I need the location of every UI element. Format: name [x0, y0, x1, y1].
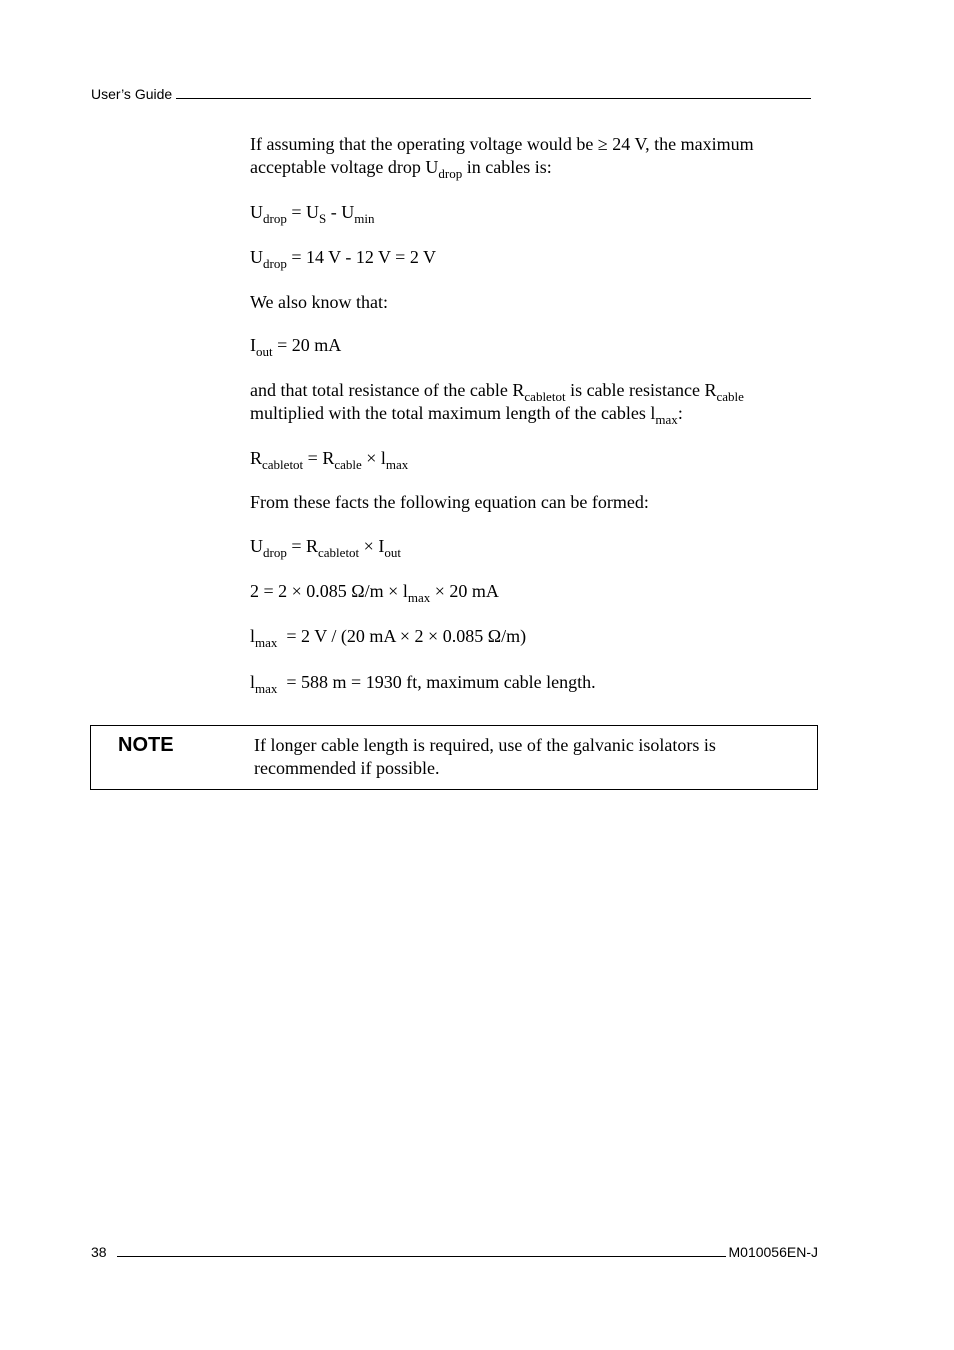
equation-lmax-formula: $l_{max} = 2$ V / (20 mA × 2 × 0.085 Ω/m) [250, 626, 527, 650]
header-title: User’s Guide [91, 86, 173, 102]
intro-paragraph: If assuming that the operating voltage would be ≥ 24 V, the maximum acceptable voltage drop $U_{drop}$ in cables is: [250, 134, 754, 181]
equation-iout: $I_{out} = 20$ mA [250, 335, 342, 359]
equation-substituted: 2 = 2 × 0.085 $\Omega/m \times l_{max} \times 20$ mA [250, 581, 499, 605]
page-header [91, 86, 811, 102]
note-label: NOTE [118, 734, 174, 756]
document-id: M010056EN-J [728, 1244, 818, 1260]
equation-lmax-result: $l_{max} = 588$ m = 1930 ft, maximum cable length. [250, 672, 596, 696]
main-content [250, 133, 810, 694]
page-footer [91, 1244, 818, 1260]
resistance-paragraph: and that total resistance of the cable $R_{cabletot}$ is cable resistance $R_{cable}$ multiplied with the total maximum length of the cables $l_{max}$: [250, 380, 744, 427]
page-number: 38 [91, 1244, 107, 1260]
equation-udrop-formed: $U_{drop} = R_{cabletot} \times I_{out}$ [250, 536, 401, 560]
equation-rcabletot: $R_{cabletot} = R_{cable} \times l_{max}$ [250, 448, 409, 472]
note-text: If longer cable length is required, use of the galvanic isolators is recommended if possible. [254, 735, 716, 778]
equation-udrop-value: $U_{drop} = 14$ V - 12 V = 2 V [250, 247, 437, 271]
header-rule [176, 86, 811, 99]
equation-intro-paragraph: From these facts the following equation can be formed: [250, 492, 649, 512]
footer-rule [117, 1244, 726, 1257]
note-box [90, 725, 818, 790]
equation-udrop-definition: $U_{drop} = U_S - U_{min}$ [250, 202, 375, 226]
known-facts-paragraph: We also know that: [250, 292, 389, 312]
